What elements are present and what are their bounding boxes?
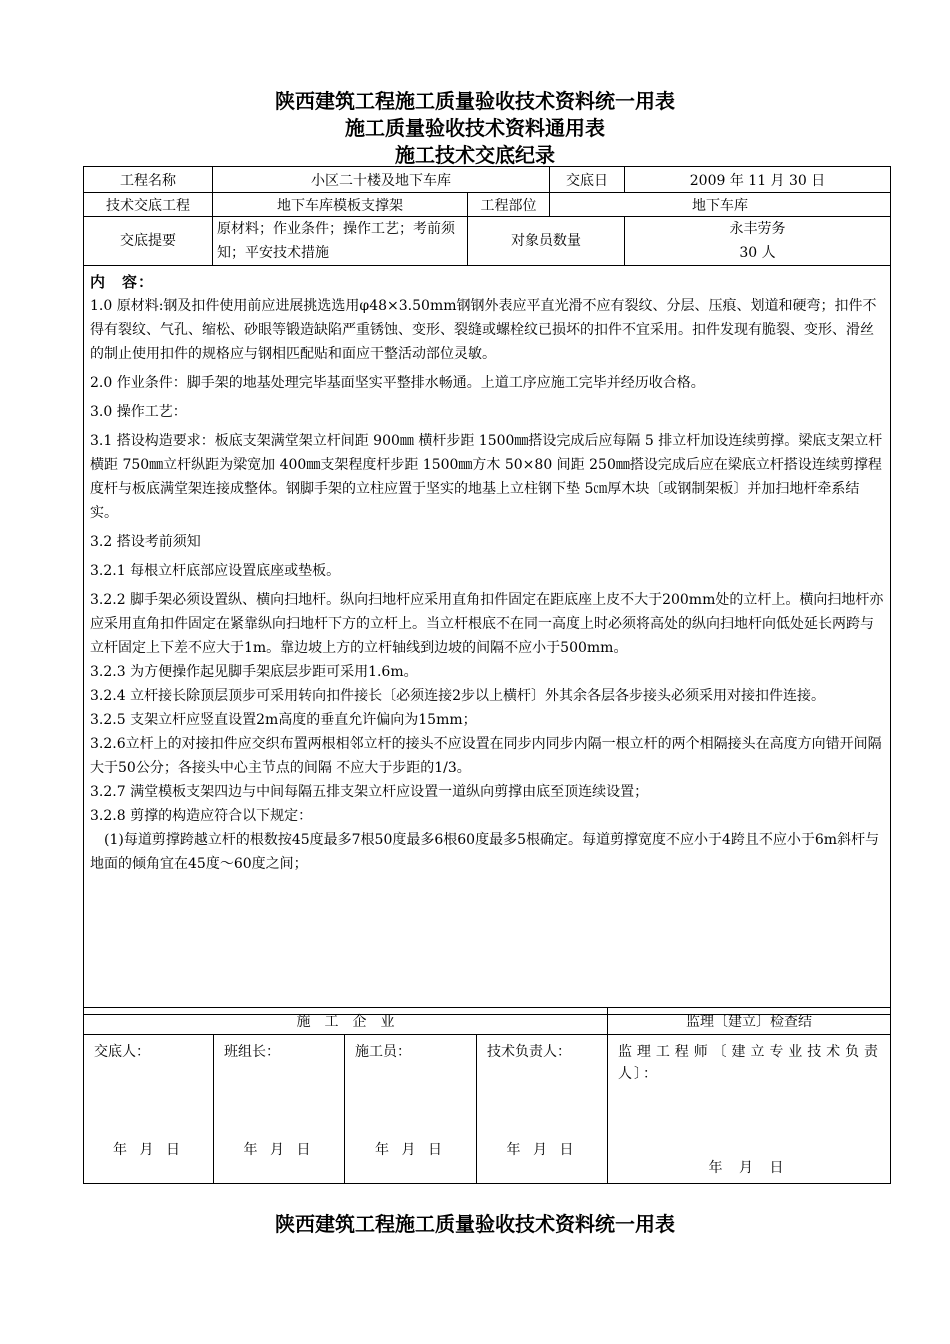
content-paragraph: 3.2.7 满堂模板支架四边与中间每隔五排支架立杆应设置一道纵向剪撑由底至顶连续设置； xyxy=(90,784,649,800)
content-paragraph: 3.2.1 每根立杆底部应设置底座或垫板。 xyxy=(90,563,341,579)
content-paragraph: 3.2.5 支架立杆应竖直设置2m高度的垂直允许偏向为15mm； xyxy=(90,712,477,728)
content-paragraph: 3.0 操作工艺： xyxy=(90,404,187,420)
content-paragraph: 3.1 搭设构造要求：板底支架满堂架立杆间距 900㎜ 横杆步距 1500㎜搭设完成后应每隔 5 排立杆加设连续剪撑。梁底支架立杆横距 750㎜立杆纵距为梁宽加 400㎜支架程度杆步距 1500㎜方木 50×80 间距 250㎜搭设完成后应在梁底立杆搭设连续剪撑程度杆与板底满堂架连接成整体。钢脚手架的立柱应置于坚实的地基上立柱钢下垫 5㎝厚木块〔或钢制架板〕并加扫地杆牵系结实。 xyxy=(90,433,883,521)
project-name-value: 小区二十楼及地下车库 xyxy=(213,167,550,193)
content-paragraph: 1.0 原材料:钢及扣件使用前应进展挑选选用φ48×3.50mm钢钢外表应平直光滑不应有裂纹、分层、压痕、划道和硬弯；扣件不得有裂纹、气孔、缩松、砂眼等锻造缺陷严重锈蚀、变形、裂缝或螺栓纹已损坏的扣件不宜采用。扣件发现有脆裂、变形、滑丝的制止使用扣件的规格应与钢相匹配贴和面应干整活动部位灵敏。 xyxy=(90,298,877,362)
signature-table xyxy=(83,1007,891,1184)
summary-label: 交底提要 xyxy=(84,217,213,266)
content-section xyxy=(84,266,891,1015)
tech-project-value: 地下车库模板支撑架 xyxy=(213,193,468,217)
supervisor-label: 监理工程师〔建立专业技术负责人〕： xyxy=(618,1044,880,1082)
team-leader-label: 班组长： xyxy=(224,1044,280,1060)
content-paragraph: 2.0 作业条件：脚手架的地基处理完毕基面坚实平整排水畅通。上道工序应施工完毕并经历收合格。 xyxy=(90,375,705,391)
date-label: 交底日 xyxy=(550,167,625,193)
content-paragraph: 3.2 搭设考前须知 xyxy=(90,534,201,550)
tech-project-label: 技术交底工程 xyxy=(84,193,213,217)
content-heading: 内 容： xyxy=(90,273,155,291)
supervision-header: 监理〔建立〕检查结 xyxy=(608,1008,891,1035)
disclosure-table xyxy=(83,166,891,1015)
target-label: 对象员数量 xyxy=(468,217,625,266)
title-line-2: 施工质量验收技术资料通用表 xyxy=(345,116,605,140)
constructor-box xyxy=(345,1035,476,1183)
target-value xyxy=(625,217,891,266)
content-paragraph: 3.2.4 立杆接长除顶层顶步可采用转向扣件接长〔必须连接2步以上横杆〕外其余各层各步接头必须采用对接扣件连接。 xyxy=(90,688,825,704)
company-header: 施 工 企 业 xyxy=(84,1008,608,1035)
tech-lead-box xyxy=(477,1035,607,1183)
date-value: 2009 年 11 月 30 日 xyxy=(625,167,891,193)
date-placeholder: 年 月 日 xyxy=(708,1160,790,1176)
target-line-2: 30 人 xyxy=(739,245,776,261)
team-leader-box xyxy=(214,1035,344,1183)
summary-value: 原材料；作业条件；操作工艺；考前须知；平安技术措施 xyxy=(213,217,468,266)
location-value: 地下车库 xyxy=(550,193,891,217)
date-placeholder: 年 月 日 xyxy=(375,1142,446,1158)
content-paragraph: 3.2.8 剪撑的构造应符合以下规定： xyxy=(90,808,313,824)
footer-title: 陕西建筑工程施工质量验收技术资料统一用表 xyxy=(275,1212,675,1236)
date-placeholder: 年 月 日 xyxy=(243,1142,315,1158)
discloser-label: 交底人： xyxy=(94,1044,150,1060)
content-paragraph: (1)每道剪撑跨越立杆的根数按45度最多7根50度最多6根60度最多5根确定。每道剪撑宽度不应小于4跨且不应小于6m斜杆与地面的倾角宜在45度～60度之间； xyxy=(90,832,880,872)
date-placeholder: 年 月 日 xyxy=(506,1142,578,1158)
content-paragraph: 3.2.2 脚手架必须设置纵、横向扫地杆。纵向扫地杆应采用直角扣件固定在距底座上皮不大于200mm处的立杆上。横向扫地杆亦应采用直角扣件固定在紧靠纵向扫地杆下方的立杆上。当立杆根底不在同一高度上时必须将高处的纵向扫地杆向低处延长两跨与立杆固定上下差不应大于1m。靠边坡上方的立杆轴线到边坡的间隔不应小于500mm。 xyxy=(90,592,884,656)
location-label: 工程部位 xyxy=(468,193,550,217)
project-name-label: 工程名称 xyxy=(84,167,213,193)
content-paragraph: 3.2.6立杆上的对接扣件应交织布置两根相邻立杆的接头不应设置在同步内同步内隔一根立杆的两个相隔接头在高度方向错开间隔 大于50公分；各接头中心主节点的间隔 不应大于步距的1/3。 xyxy=(90,736,882,776)
constructor-label: 施工员： xyxy=(355,1044,411,1060)
document-titles xyxy=(0,88,950,169)
date-placeholder: 年 月 日 xyxy=(113,1142,184,1158)
tech-lead-label: 技术负责人： xyxy=(487,1044,571,1060)
title-line-3: 施工技术交底纪录 xyxy=(395,143,555,167)
discloser-box xyxy=(84,1035,213,1183)
title-line-1: 陕西建筑工程施工质量验收技术资料统一用表 xyxy=(275,89,675,113)
target-line-1: 永丰劳务 xyxy=(729,221,786,237)
supervisor-box xyxy=(608,1035,890,1183)
content-paragraph: 3.2.3 为方便操作起见脚手架底层步距可采用1.6m。 xyxy=(90,664,418,680)
